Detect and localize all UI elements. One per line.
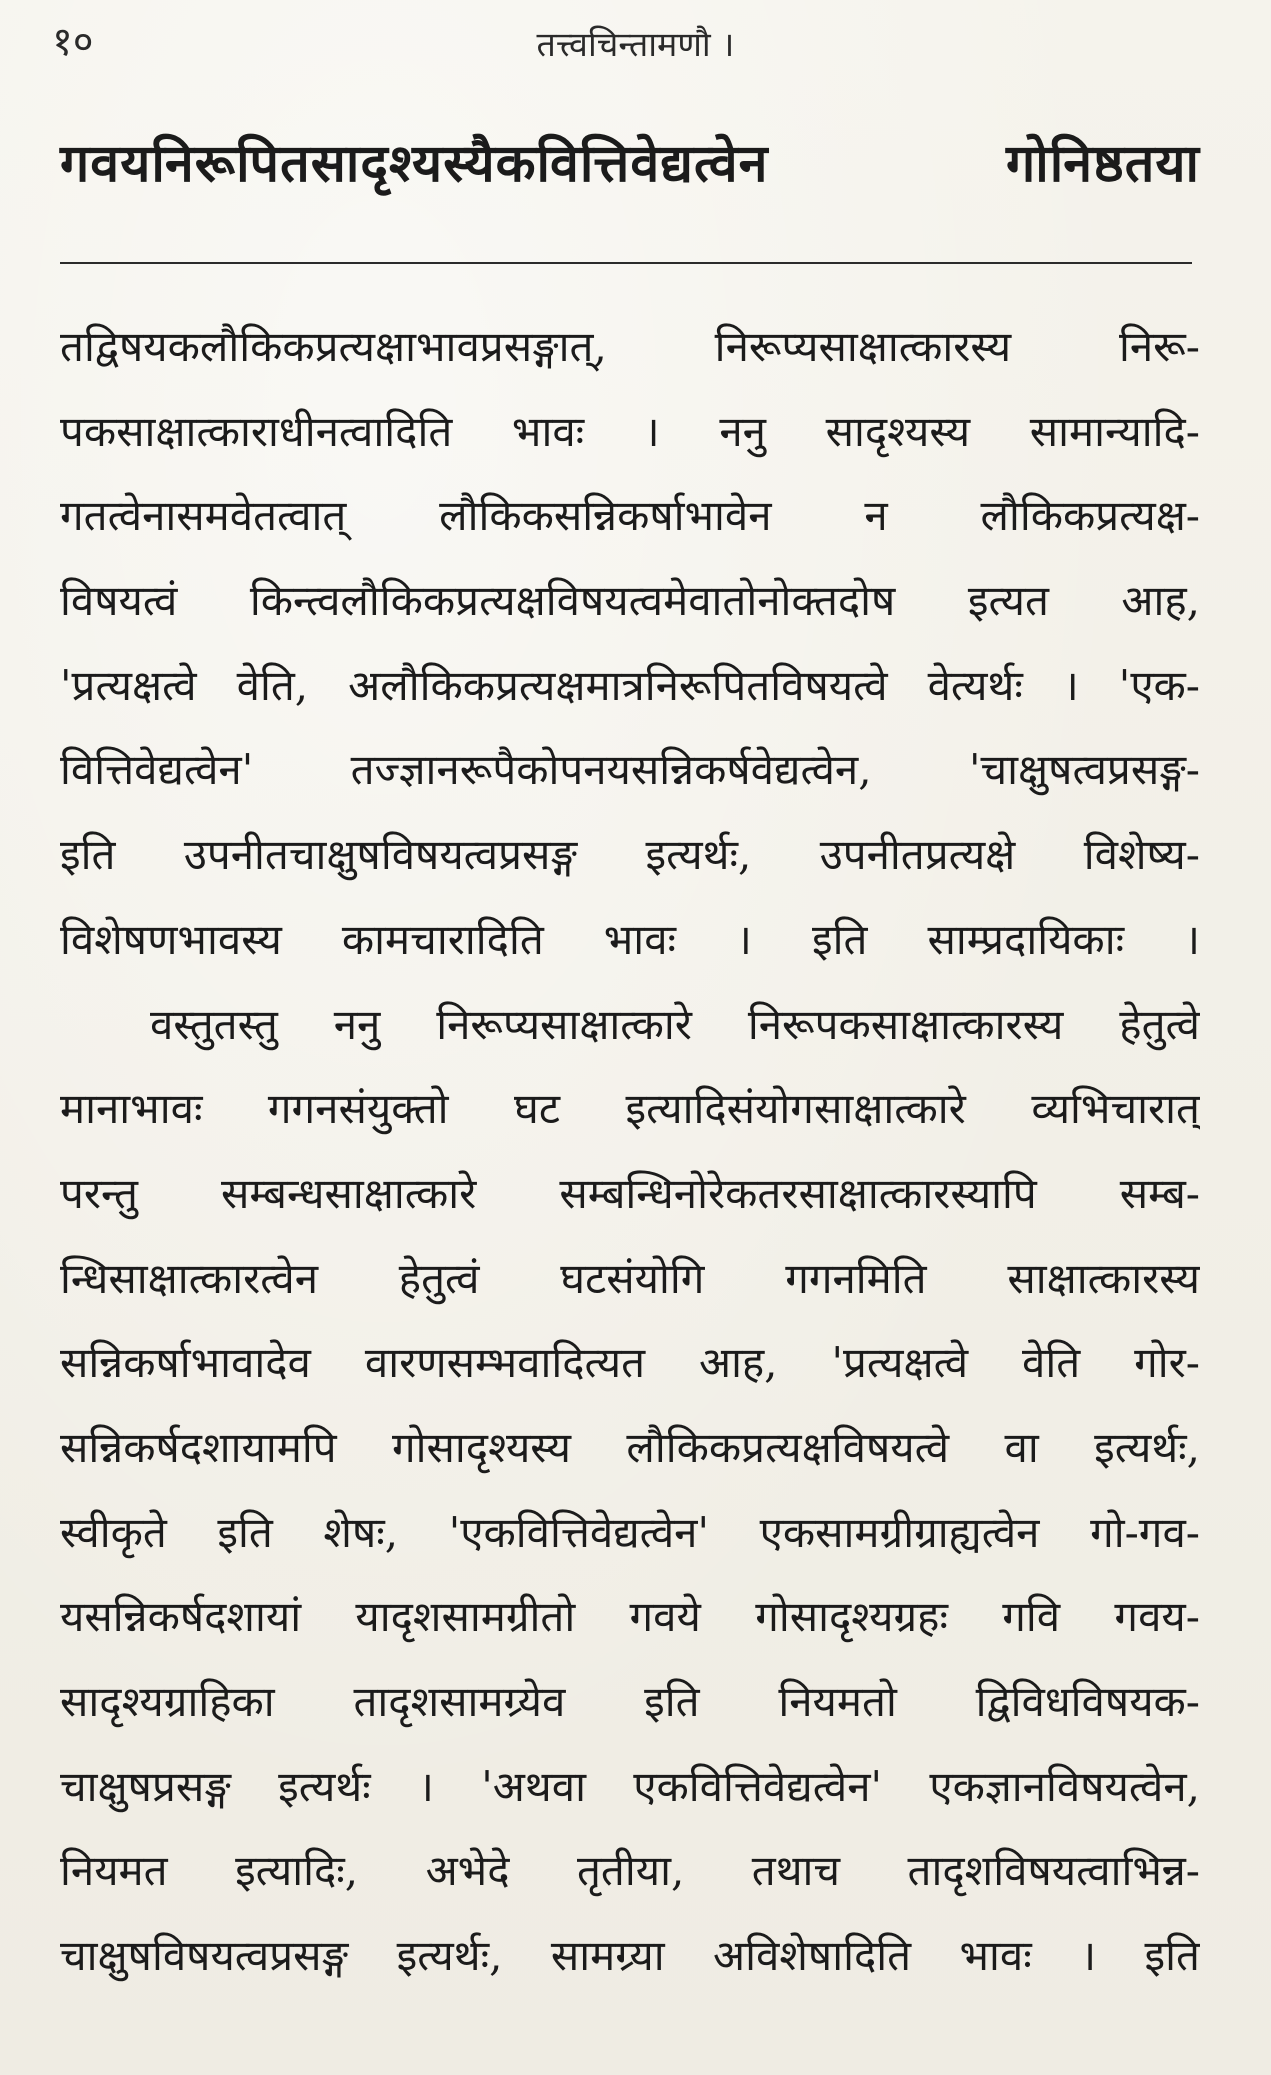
text-line: विषयत्वं किन्त्वलौकिकप्रत्यक्षविषयत्वमेवातोनोक्तदोष इत्यत आह, bbox=[60, 576, 1200, 626]
text-line: नियमत इत्यादिः, अभेदे तृतीया, तथाच तादृशविषयत्वाभिन्न- bbox=[60, 1846, 1200, 1896]
text-line: परन्तु सम्बन्धसाक्षात्कारे सम्बन्धिनोरेकतरसाक्षात्कारस्यापि सम्ब- bbox=[60, 1168, 1200, 1218]
text-line: चाक्षुषप्रसङ्ग इत्यर्थः । 'अथवा एकवित्तिवेद्यत्वेन' एकज्ञानविषयत्वेन, bbox=[60, 1761, 1200, 1811]
text-line: स्वीकृते इति शेषः, 'एकवित्तिवेद्यत्वेन' एकसामग्रीग्राह्यत्वेन गो-गव- bbox=[60, 1507, 1200, 1557]
text-line: गतत्वेनासमवेतत्वात् लौकिकसन्निकर्षाभावेन न लौकिकप्रत्यक्ष- bbox=[60, 491, 1200, 541]
paragraph-start-line: वस्तुतस्तु ननु निरूप्यसाक्षात्कारे निरूपकसाक्षात्कारस्य हेतुत्वे bbox=[150, 999, 1200, 1049]
text-line: विशेषणभावस्य कामचारादिति भावः । इति साम्प्रदायिकाः । bbox=[60, 914, 1200, 964]
text-line: यसन्निकर्षदशायां यादृशसामग्रीतो गवये गोसादृश्यग्रहः गवि गवय- bbox=[60, 1592, 1200, 1642]
text-line: वित्तिवेद्यत्वेन' तज्ज्ञानरूपैकोपनयसन्निकर्षवेद्यत्वेन, 'चाक्षुषत्वप्रसङ्ग- bbox=[60, 745, 1200, 795]
continued-heading-line bbox=[60, 133, 1200, 194]
heading-part-1: गवयनिरूपितसादृश्यस्यैकवित्तिवेद्यत्वेन bbox=[60, 133, 769, 194]
horizontal-rule bbox=[60, 262, 1192, 264]
text-line: मानाभावः गगनसंयुक्तो घट इत्यादिसंयोगसाक्षात्कारे व्यभिचारात् bbox=[60, 1084, 1200, 1134]
text-line: इति उपनीतचाक्षुषविषयत्वप्रसङ्ग इत्यर्थः, उपनीतप्रत्यक्षे विशेष्य- bbox=[60, 830, 1200, 880]
text-line: सन्निकर्षाभावादेव वारणसम्भवादित्यत आह, 'प्रत्यक्षत्वे वेति गोर- bbox=[60, 1338, 1200, 1388]
running-head: तत्त्वचिन्तामणौ । bbox=[536, 25, 735, 65]
text-line: सादृश्यग्राहिका तादृशसामग्र्येव इति नियमतो द्विविधविषयक- bbox=[60, 1677, 1200, 1726]
text-line: चाक्षुषविषयत्वप्रसङ्ग इत्यर्थः, सामग्र्या अविशेषादिति भावः । इति bbox=[60, 1931, 1200, 1981]
commentary-body bbox=[60, 305, 1200, 1999]
heading-part-2: गोनिष्ठतया bbox=[1006, 133, 1200, 194]
text-line: सन्निकर्षदशायामपि गोसादृश्यस्य लौकिकप्रत्यक्षविषयत्वे वा इत्यर्थः, bbox=[60, 1422, 1200, 1472]
text-line: पकसाक्षात्काराधीनत्वादिति भावः । ननु सादृश्यस्य सामान्यादि- bbox=[60, 406, 1200, 456]
text-line: न्धिसाक्षात्कारत्वेन हेतुत्वं घटसंयोगि गगनमिति साक्षात्कारस्य bbox=[60, 1253, 1200, 1303]
text-line: तद्विषयकलौकिकप्रत्यक्षाभावप्रसङ्गात्, निरूप्यसाक्षात्कारस्य निरू- bbox=[60, 322, 1200, 371]
page-number: १० bbox=[52, 19, 94, 65]
text-line: 'प्रत्यक्षत्वे वेति, अलौकिकप्रत्यक्षमात्रनिरूपितविषयत्वे वेत्यर्थः । 'एक- bbox=[60, 660, 1200, 710]
